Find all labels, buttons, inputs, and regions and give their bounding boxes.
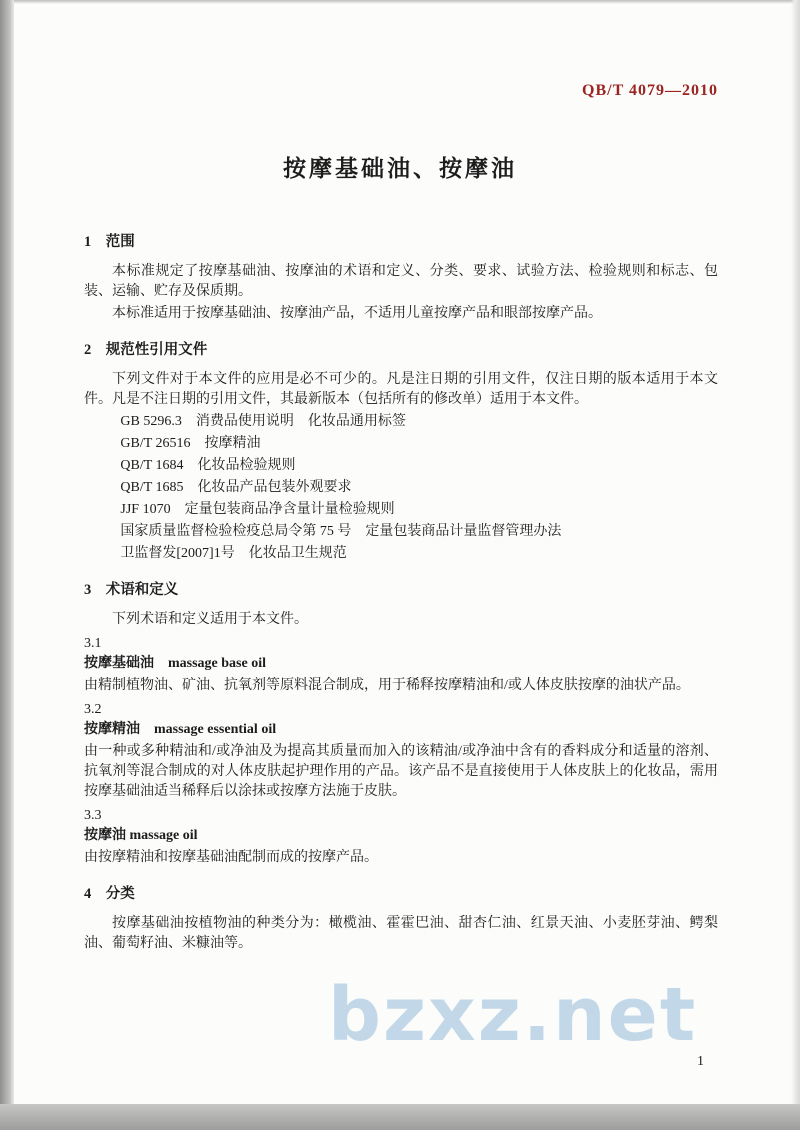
block-p: 下列术语和定义适用于本文件。 <box>112 612 308 627</box>
block-def: 由精制植物油、矿油、抗氧剂等原料混合制成，用于稀释按摩精油和/或人体皮肤按摩的油状产品。 <box>84 678 690 693</box>
block-ref: JJF 1070 定量包装商品净含量计量检验规则 <box>120 502 395 517</box>
block-ref: GB/T 26516 按摩精油 <box>120 436 261 451</box>
block-def: 由按摩精油和按摩基础油配制而成的按摩产品。 <box>84 850 378 865</box>
document-body <box>84 232 718 956</box>
block-def: 由一种或多种精油和/或净油及为提高其质量而加入的该精油/或净油中含有的香料成分和适量的溶剂、抗氧剂等混合制成的对人体皮肤起护理作用的产品。该产品不是直接使用于人体皮肤上的化妆品，需用按摩基础油适当稀释后以涂抹或按摩方法施于皮肤。 <box>84 744 718 799</box>
block-h: 4 分类 <box>84 886 135 902</box>
block-h: 2 规范性引用文件 <box>84 342 208 358</box>
block-term: 按摩基础油 massage base oil <box>84 656 266 671</box>
block-ref: QB/T 1685 化妆品产品包装外观要求 <box>120 480 352 495</box>
block-h: 1 范围 <box>84 234 135 250</box>
block-num: 3.1 <box>84 636 102 651</box>
block-term: 按摩精油 massage essential oil <box>84 722 277 737</box>
block-ref: GB 5296.3 消费品使用说明 化妆品通用标签 <box>120 414 406 429</box>
block-term: 按摩油 massage oil <box>84 828 198 843</box>
block-num: 3.3 <box>84 808 102 823</box>
document-title: 按摩基础油、按摩油 <box>283 156 517 181</box>
watermark: bzxz.net <box>328 972 698 1058</box>
standard-code: QB/T 4079—2010 <box>582 82 718 99</box>
block-p: 本标准规定了按摩基础油、按摩油的术语和定义、分类、要求、试验方法、检验规则和标志、包装、运输、贮存及保质期。 <box>84 264 718 299</box>
block-ref: QB/T 1684 化妆品检验规则 <box>120 458 296 473</box>
block-p: 下列文件对于本文件的应用是必不可少的。凡是注日期的引用文件，仅注日期的版本适用于本文件。凡是不注日期的引用文件，其最新版本（包括所有的修改单）适用于本文件。 <box>84 372 718 407</box>
block-ref: 国家质量监督检验检疫总局令第 75 号 定量包装商品计量监督管理办法 <box>120 524 562 539</box>
block-num: 3.2 <box>84 702 102 717</box>
block-h: 3 术语和定义 <box>84 582 179 598</box>
scan-edge-bottom <box>0 1104 800 1130</box>
block-ref: 卫监督发[2007]1号 化妆品卫生规范 <box>120 546 347 561</box>
scan-edge-top <box>0 0 800 4</box>
block-p: 按摩基础油按植物油的种类分为：橄榄油、霍霍巴油、甜杏仁油、红景天油、小麦胚芽油、鳄梨油、葡萄籽油、米糠油等。 <box>84 916 718 951</box>
block-p: 本标准适用于按摩基础油、按摩油产品，不适用儿童按摩产品和眼部按摩产品。 <box>112 306 602 321</box>
page-number: 1 <box>697 1054 704 1069</box>
